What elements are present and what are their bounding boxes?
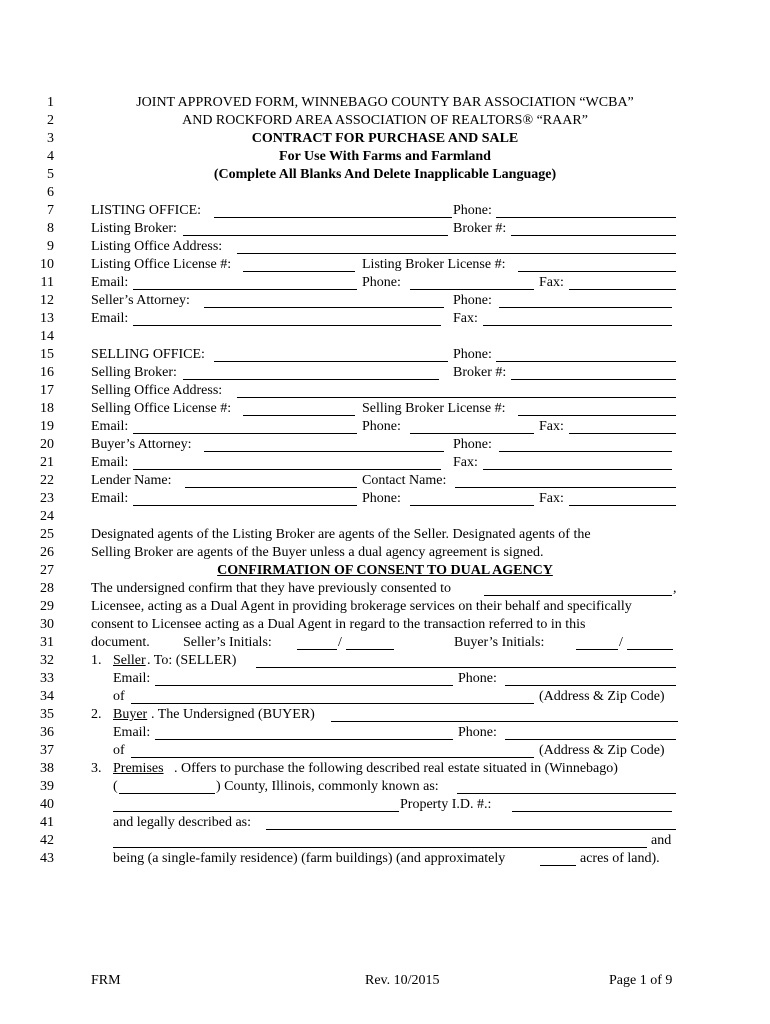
buyer-initials-label: Buyer’s Initials: [454,635,545,650]
line-number: 5 [47,167,54,182]
selling-broker-number-label: Broker #: [453,365,507,380]
selling-office-license-label: Selling Office License #: [91,401,232,416]
seller-section-label: Seller [113,653,146,668]
agency-paragraph-line-1: Designated agents of the Listing Broker are agents of the Seller. Designated agents of the [91,527,591,542]
seller-attorney-fax-label: Fax: [453,311,478,326]
buyer-attorney-email-row [91,454,679,472]
buyer-email-row [91,724,679,742]
line-number: 35 [40,707,54,722]
listing-address-field[interactable] [237,253,676,254]
seller-initials-slash: / [338,635,342,650]
line-number: 43 [40,851,54,866]
common-address-field[interactable] [457,793,676,794]
lender-email-row [91,490,679,508]
selling-broker-license-field[interactable] [518,415,676,416]
listing-phone-label: Phone: [362,275,401,290]
being-row [91,850,679,868]
buyer-attorney-fax-label: Fax: [453,455,478,470]
buyer-attorney-email-field[interactable] [133,469,441,470]
line-number: 38 [40,761,54,776]
listing-email-label: Email: [91,275,129,290]
line-number: 33 [40,671,54,686]
legal-description-row-2 [91,832,679,850]
line-number: 29 [40,599,54,614]
listing-broker-license-label: Listing Broker License #: [362,257,506,272]
seller-phone-label: Phone: [458,671,497,686]
seller-to-text: . To: (SELLER) [147,653,237,668]
line-number: 24 [40,509,54,524]
line-number: 1 [47,95,54,110]
line-number: 37 [40,743,54,758]
buyer-attorney-row [91,436,679,454]
buyer-attorney-fax-field[interactable] [483,469,672,470]
seller-attorney-field[interactable] [204,307,444,308]
agency-paragraph-line-2: Selling Broker are agents of the Buyer unless a dual agency agreement is signed. [91,545,544,560]
legal-and-text: and [651,833,672,848]
listing-address-label: Listing Office Address: [91,239,223,254]
consent-line-3: consent to Licensee acting as a Dual Agent in regard to the transaction referred to in this [91,617,586,632]
consent-text-4: document. [91,635,150,650]
acres-text: acres of land). [580,851,660,866]
selling-address-field[interactable] [237,397,676,398]
line-number: 40 [40,797,54,812]
line-number: 20 [40,437,54,452]
listing-broker-number-field[interactable] [511,235,676,236]
county-row [91,778,679,796]
seller-email-field[interactable] [155,685,453,686]
premises-section-row [91,760,679,778]
line-number: 34 [40,689,54,704]
seller-email-row [91,670,679,688]
lender-name-label: Lender Name: [91,473,172,488]
seller-initials-label: Seller’s Initials: [183,635,272,650]
listing-office-phone-field[interactable] [496,217,676,218]
listing-broker-label: Listing Broker: [91,221,177,236]
line-number: 17 [40,383,54,398]
county-open-paren: ( [113,779,118,794]
seller-section-row [91,652,679,670]
seller-name-field[interactable] [256,667,676,668]
footer-form-code: FRM [91,973,121,988]
header-line-1: JOINT APPROVED FORM, WINNEBAGO COUNTY BAR ASSOCIATION “WCBA” [136,95,634,110]
seller-initials-field-1[interactable] [297,649,337,650]
property-id-field[interactable] [512,811,672,812]
seller-attorney-label: Seller’s Attorney: [91,293,190,308]
buyer-phone-label: Phone: [458,725,497,740]
buyer-initials-field-1[interactable] [576,649,618,650]
line-number: 23 [40,491,54,506]
seller-address-zip-label: (Address & Zip Code) [539,689,665,704]
buyer-of-label: of [113,743,125,758]
contact-name-label: Contact Name: [362,473,447,488]
selling-office-license-field[interactable] [243,415,355,416]
selling-office-phone-label: Phone: [453,347,492,362]
seller-attorney-phone-label: Phone: [453,293,492,308]
line-number: 3 [47,131,54,146]
consent-line-2: Licensee, acting as a Dual Agent in providing brokerage services on their behalf and specifically [91,599,632,614]
legal-description-field[interactable] [266,829,676,830]
listing-broker-row [91,220,679,238]
buyer-attorney-field[interactable] [204,451,444,452]
line-number: 27 [40,563,54,578]
lender-name-field[interactable] [185,487,357,488]
listing-address-row [91,238,679,256]
listing-office-label: LISTING OFFICE: [91,203,202,218]
header-line-2: AND ROCKFORD AREA ASSOCIATION OF REALTORS® “RAAR” [182,113,588,128]
legal-description-field-2[interactable] [113,847,647,848]
footer-page-number: Page 1 of 9 [609,973,673,988]
listing-broker-field[interactable] [183,235,448,236]
line-number: 15 [40,347,54,362]
contact-name-field[interactable] [455,487,676,488]
line-number: 6 [47,185,54,200]
line-number: 26 [40,545,54,560]
listing-broker-license-field[interactable] [518,271,676,272]
line-number: 19 [40,419,54,434]
selling-broker-field[interactable] [183,379,439,380]
line-number: 18 [40,401,54,416]
lender-email-field[interactable] [133,505,357,506]
buyer-section-row [91,706,679,724]
buyer-attorney-label: Buyer’s Attorney: [91,437,192,452]
line-number: 21 [40,455,54,470]
listing-fax-label: Fax: [539,275,564,290]
selling-broker-label: Selling Broker: [91,365,177,380]
premises-section-label: Premises [113,761,164,776]
seller-attorney-phone-field[interactable] [499,307,672,308]
buyer-section-number: 2. [91,707,102,722]
selling-phone-field[interactable] [410,433,534,434]
buyer-attorney-email-label: Email: [91,455,129,470]
premises-section-number: 3. [91,761,102,776]
lender-fax-field[interactable] [569,505,676,506]
line-number: 42 [40,833,54,848]
line-number: 9 [47,239,54,254]
selling-broker-number-field[interactable] [511,379,676,380]
line-number: 30 [40,617,54,632]
line-number: 31 [40,635,54,650]
legal-description-label: and legally described as: [113,815,252,830]
seller-attorney-email-row [91,310,679,328]
line-number: 25 [40,527,54,542]
listing-email-field[interactable] [133,289,357,290]
selling-broker-license-label: Selling Broker License #: [362,401,506,416]
line-number: 4 [47,149,54,164]
common-address-field-2[interactable] [113,811,399,812]
listing-office-field[interactable] [214,217,452,218]
line-number: 28 [40,581,54,596]
seller-of-label: of [113,689,125,704]
listing-office-license-field[interactable] [243,271,355,272]
buyer-attorney-phone-label: Phone: [453,437,492,452]
buyer-email-label: Email: [113,725,151,740]
line-number: 2 [47,113,54,128]
line-number: 14 [40,329,54,344]
listing-office-license-label: Listing Office License #: [91,257,232,272]
footer-revision: Rev. 10/2015 [365,973,440,988]
consent-line-1 [91,580,679,598]
lender-phone-label: Phone: [362,491,401,506]
form-title: CONTRACT FOR PURCHASE AND SALE [251,131,519,146]
buyer-address-field[interactable] [131,757,534,758]
line-number: 13 [40,311,54,326]
dual-agency-heading [91,562,679,580]
seller-phone-field[interactable] [505,685,676,686]
listing-license-row [91,256,679,274]
selling-fax-label: Fax: [539,419,564,434]
selling-fax-field[interactable] [569,433,676,434]
being-text: being (a single-family residence) (farm buildings) (and approximately [113,851,506,866]
seller-address-field[interactable] [131,703,534,704]
seller-attorney-fax-field[interactable] [483,325,672,326]
selling-office-phone-field[interactable] [496,361,676,362]
line-number: 41 [40,815,54,830]
buyer-address-row [91,742,679,760]
selling-address-label: Selling Office Address: [91,383,223,398]
buyer-address-zip-label: (Address & Zip Code) [539,743,665,758]
lender-row [91,472,679,490]
lender-fax-label: Fax: [539,491,564,506]
lender-phone-field[interactable] [410,505,534,506]
consent-comma: , [673,581,677,596]
selling-office-label: SELLING OFFICE: [91,347,205,362]
line-number: 32 [40,653,54,668]
buyer-email-field[interactable] [155,739,453,740]
seller-attorney-email-label: Email: [91,311,129,326]
seller-initials-field-2[interactable] [346,649,394,650]
buyer-attorney-phone-field[interactable] [499,451,672,452]
dual-agency-heading-text: CONFIRMATION OF CONSENT TO DUAL AGENCY [217,563,553,578]
line-number: 10 [40,257,54,272]
buyer-initials-field-2[interactable] [627,649,673,650]
property-id-label: Property I.D. #.: [400,797,492,812]
property-id-row [91,796,679,814]
seller-attorney-row [91,292,679,310]
line-number: 11 [40,275,54,290]
seller-address-row [91,688,679,706]
selling-email-label: Email: [91,419,129,434]
seller-section-number: 1. [91,653,102,668]
dual-agent-licensee-field[interactable] [484,595,672,596]
selling-email-field[interactable] [133,433,357,434]
county-text: ) County, Illinois, commonly known as: [216,779,439,794]
form-instruction: (Complete All Blanks And Delete Inapplicable Language) [213,167,557,182]
county-field[interactable] [119,793,215,794]
selling-office-field[interactable] [214,361,448,362]
listing-fax-field[interactable] [569,289,676,290]
initials-row [91,634,679,652]
listing-email-row [91,274,679,292]
consent-text-1: The undersigned confirm that they have previously consented to [91,581,452,596]
selling-address-row [91,382,679,400]
line-number: 12 [40,293,54,308]
buyer-undersigned-text: . The Undersigned (BUYER) [151,707,315,722]
premises-text: . Offers to purchase the following described real estate situated in (Winnebago) [174,761,618,776]
buyer-initials-slash: / [619,635,623,650]
line-number: 8 [47,221,54,236]
selling-office-row [91,346,679,364]
buyer-name-field[interactable] [331,721,678,722]
listing-office-phone-label: Phone: [453,203,492,218]
buyer-section-label: Buyer [113,707,148,722]
line-number: 7 [47,203,54,218]
line-number: 36 [40,725,54,740]
selling-broker-row [91,364,679,382]
line-number: 39 [40,779,54,794]
lender-email-label: Email: [91,491,129,506]
legal-description-row [91,814,679,832]
selling-license-row [91,400,679,418]
listing-broker-number-label: Broker #: [453,221,507,236]
acres-field[interactable] [540,865,576,866]
listing-phone-field[interactable] [410,289,534,290]
selling-phone-label: Phone: [362,419,401,434]
selling-email-row [91,418,679,436]
line-number: 16 [40,365,54,380]
form-subtitle: For Use With Farms and Farmland [279,149,491,164]
line-number: 22 [40,473,54,488]
buyer-phone-field[interactable] [505,739,676,740]
listing-office-row [91,202,679,220]
seller-attorney-email-field[interactable] [133,325,441,326]
seller-email-label: Email: [113,671,151,686]
